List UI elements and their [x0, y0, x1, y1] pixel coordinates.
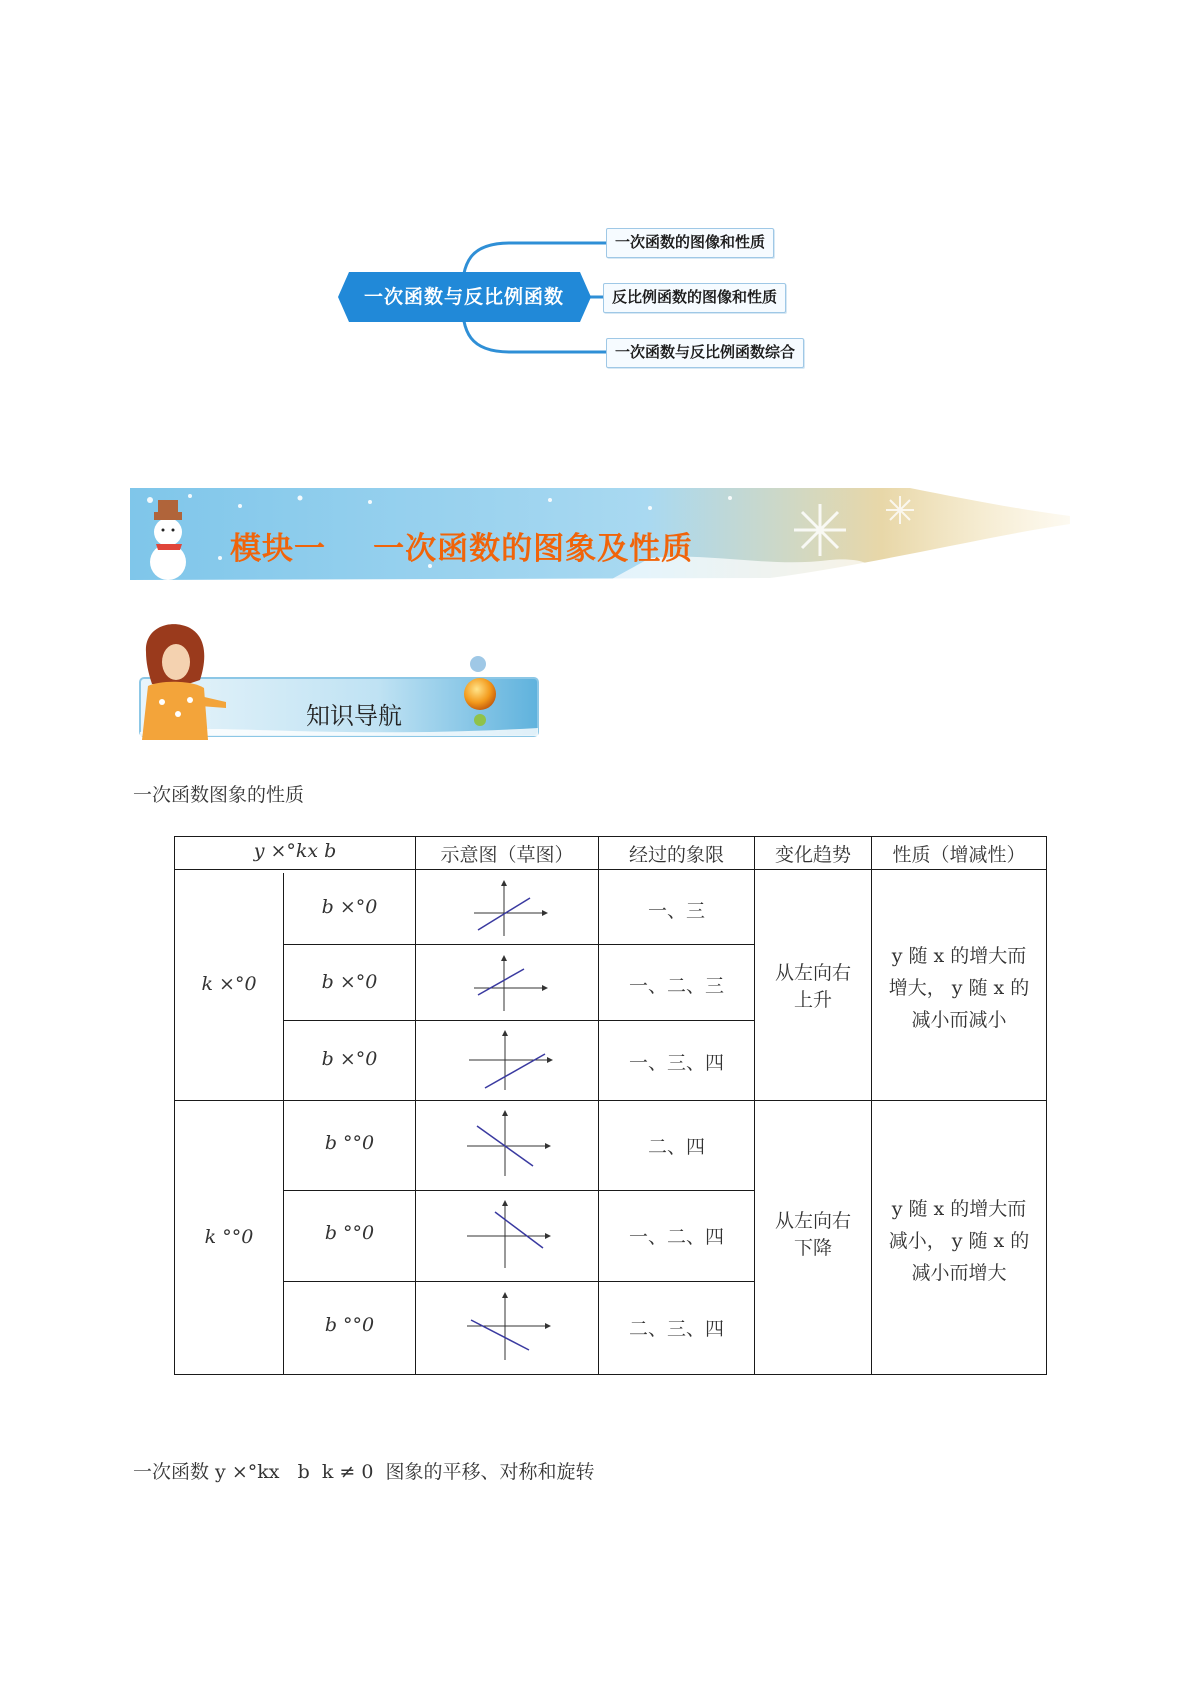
- header-sketch: 示意图（草图）: [440, 844, 574, 866]
- trend-line: 上升: [793, 989, 832, 1011]
- b-condition: b °°0: [324, 1314, 375, 1336]
- trend-line: 从左向右: [774, 1210, 851, 1232]
- b-condition: b ×°0: [321, 971, 378, 993]
- property-line: 增大， y 随 x 的: [888, 977, 1030, 999]
- property-cell-increasing: [872, 940, 1046, 1036]
- k-condition-positive: k ×°0: [201, 973, 257, 995]
- header-property: 性质（增减性）: [892, 844, 1026, 866]
- sketch-k-pos-b-zero: [470, 878, 550, 940]
- property-line: 减小而增大: [911, 1262, 1007, 1284]
- sketch-k-neg-b-neg: [463, 1290, 553, 1364]
- quadrants-cell: 二、四: [647, 1136, 705, 1158]
- b-condition: b °°0: [324, 1132, 375, 1154]
- header-quadrants: 经过的象限: [628, 844, 724, 866]
- property-line: y 随 x 的增大而: [891, 1198, 1027, 1220]
- section-heading-transformations: 一次函数 y ×°kx b k ≠ 0 图象的平移、对称和旋转: [133, 1461, 595, 1483]
- quadrants-cell: 一、二、三: [628, 975, 724, 997]
- header-formula: y ×°kx b: [253, 840, 337, 862]
- sketch-k-pos-b-neg: [465, 1028, 555, 1094]
- sketch-k-neg-b-pos: [463, 1198, 553, 1272]
- quadrants-cell: 二、三、四: [628, 1318, 724, 1340]
- quadrants-cell: 一、三、四: [628, 1052, 724, 1074]
- trend-cell-falling: [755, 1208, 871, 1262]
- mindmap-root: 一次函数与反比例函数: [363, 286, 564, 308]
- mindmap-branch-combined: 一次函数与反比例函数综合: [606, 338, 804, 368]
- quadrants-cell: 一、二、四: [628, 1226, 724, 1248]
- header-trend: 变化趋势: [774, 844, 851, 866]
- b-condition: b ×°0: [321, 896, 378, 918]
- property-line: 减小而减小: [911, 1009, 1007, 1031]
- knowledge-nav-label: 知识导航: [306, 702, 402, 730]
- sketch-k-neg-b-zero: [463, 1108, 553, 1180]
- trend-cell-rising: [755, 960, 871, 1014]
- module-title: 模块一 一次函数的图象及性质: [230, 531, 694, 567]
- trend-line: 从左向右: [774, 962, 851, 984]
- sketch-k-pos-b-pos: [470, 953, 550, 1015]
- mindmap-branch-linear: 一次函数的图像和性质: [606, 228, 774, 258]
- property-cell-decreasing: [872, 1193, 1046, 1289]
- section-heading-properties: 一次函数图象的性质: [133, 784, 305, 806]
- trend-line: 下降: [793, 1237, 832, 1259]
- mindmap-branch-inverse: 反比例函数的图像和性质: [603, 283, 786, 313]
- b-condition: b °°0: [324, 1222, 375, 1244]
- b-condition: b ×°0: [321, 1048, 378, 1070]
- property-line: y 随 x 的增大而: [891, 945, 1027, 967]
- property-line: 减小， y 随 x 的: [888, 1230, 1030, 1252]
- quadrants-cell: 一、三: [647, 900, 705, 922]
- k-condition-negative: k °°0: [204, 1226, 254, 1248]
